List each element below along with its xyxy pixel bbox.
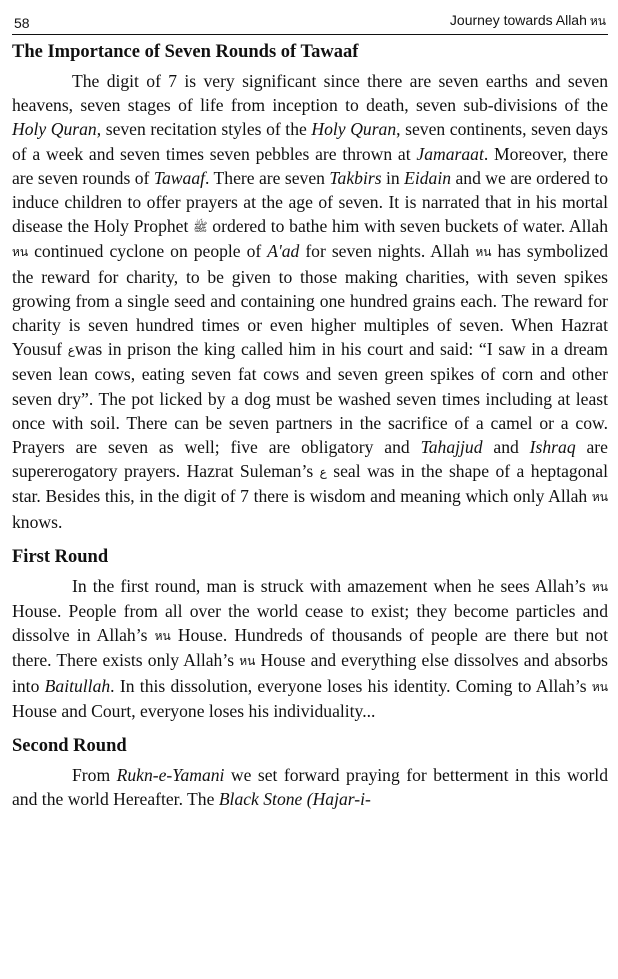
honorific-symbol-icon: หน <box>591 579 608 594</box>
paragraph-second-round: From Rukn-e-Yamani we set forward praying for betterment in this world and the world Hereafter. The Black Stone (Hajar-i- <box>12 765 608 810</box>
page-number: 58 <box>14 15 30 31</box>
heading-importance: The Importance of Seven Rounds of Tawaaf <box>12 42 359 62</box>
heading-second-round: Second Round <box>12 736 127 757</box>
italic-term: Rukn-e-Yamani <box>116 765 225 786</box>
italic-term: Holy Quran <box>311 119 397 140</box>
honorific-symbol-icon: หน <box>154 629 171 644</box>
honorific-symbol-icon: ﷺ <box>193 220 208 235</box>
honorific-symbol-icon: หน <box>591 490 608 505</box>
honorific-symbol-icon: ع <box>319 465 327 480</box>
heading-first-round: First Round <box>12 546 109 567</box>
honorific-glyph-icon: หน <box>589 14 606 28</box>
honorific-symbol-icon: หน <box>591 679 608 694</box>
running-title-wrap <box>450 12 606 31</box>
page-content <box>12 39 608 811</box>
italic-term: Ishraq <box>529 437 576 458</box>
italic-term: Takbirs <box>329 167 382 188</box>
honorific-symbol-icon: ع <box>67 343 75 358</box>
paragraph-first-round: In the first round, man is struck with amazement when he sees Allah’s หน House. People from all over the world cease to exist; they become particles and dissolve in Allah’s หน House. Hundreds of thousands of people are there but not there. There exists only Allah’s หน House and everything else dissolves and absorbs into Baitullah. In this dissolution, everyone loses his identity. Coming to Allah’s หน House and Court, everyone loses his individuality... <box>12 575 608 721</box>
honorific-symbol-icon: หน <box>239 654 256 669</box>
italic-term: A'ad <box>267 241 300 262</box>
italic-term: Eidain <box>404 167 452 188</box>
italic-term: Black Stone (Hajar-i- <box>218 789 371 810</box>
running-title: Journey towards Allah <box>449 12 587 28</box>
honorific-symbol-icon: หน <box>12 245 29 260</box>
honorific-symbol-icon: หน <box>475 245 492 260</box>
italic-term: Holy Quran <box>12 119 97 140</box>
italic-term: Tawaaf <box>153 167 206 188</box>
italic-term: Tahajjud <box>420 437 483 458</box>
italic-term: Jamaraat <box>416 143 484 164</box>
paragraph-importance: The digit of 7 is very significant since there are seven earths and seven heavens, seven stages of life from inception to death, seven sub-divisions of the Holy Quran, seven recitation styles of the Holy Quran, seven continents, seven days of a week and seven times seven pebbles are thrown at Jamaraat. Moreover, there are seven rounds of Tawaaf. There are seven Takbirs in Eidain and we are ordered to induce children to offer prayers at the age of seven. It is narrated that in his mortal disease the Holy Prophet ﷺ ordered to bathe him with seven buckets of water. Allah หน continued cyclone on people of A'ad for seven nights. Allah หน has symbolized the reward for charity, to be given to those making charities, with seven spikes growing from a single seed and containing one hundred grains each. The reward for charity is seven hundred times or even higher multiples of seven. When Hazrat Yousuf عwas in prison the king called him in his court and said: “I saw in a dream seven lean cows, eating seven fat cows and seven green spikes of corn and other seven dry”. The pot licked by a dog must be washed seven times including at least once with soil. There can be seven partners in the sacrifice of a camel or a cow. Prayers are seven as well; five are obligatory and Tahajjud and Ishraq are supererogatory prayers. Hazrat Suleman’s ع seal was in the shape of a heptagonal star. Besides this, in the digit of 7 there is wisdom and meaning which only Allah หน knows. <box>12 71 609 532</box>
page-header <box>12 8 608 35</box>
italic-term: Baitullah <box>44 675 111 696</box>
